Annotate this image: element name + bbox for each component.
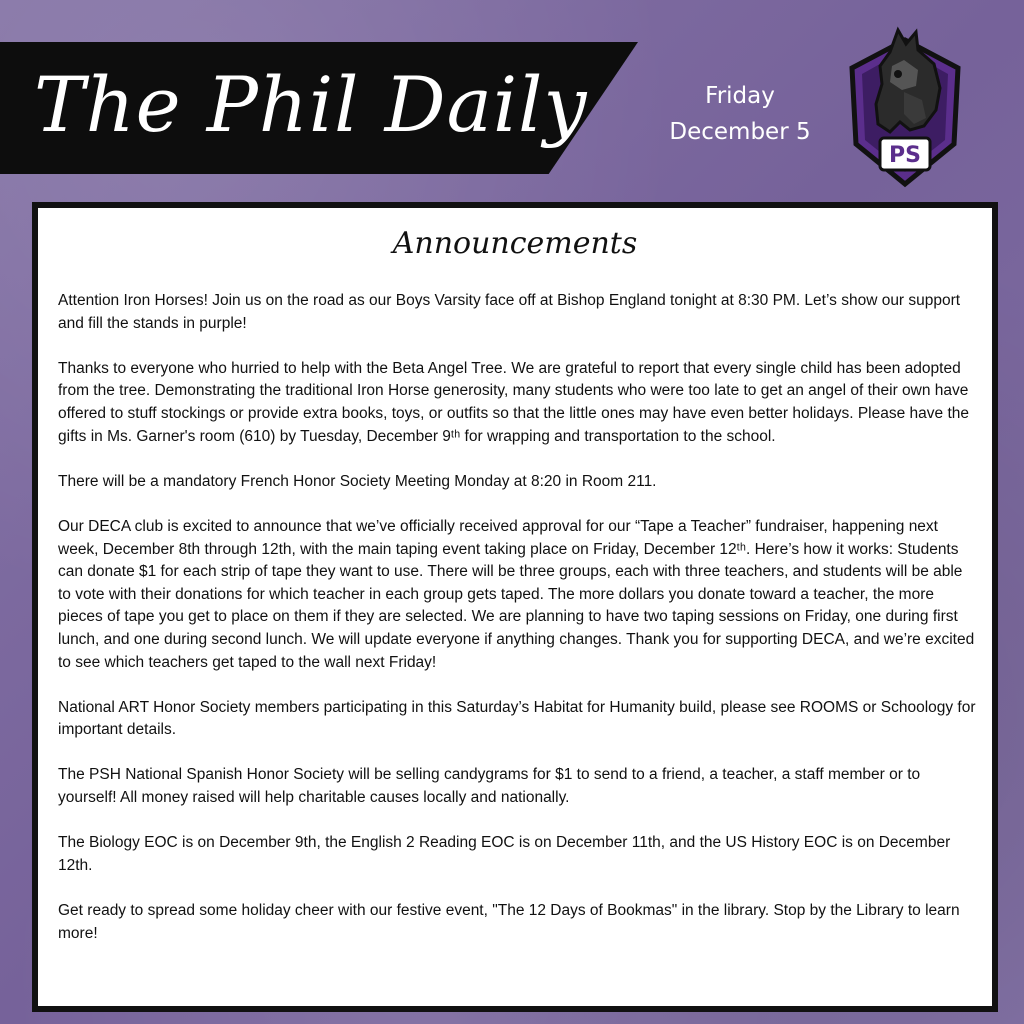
announcements-list: [58, 290, 976, 968]
announcement-paragraph: National ART Honor Society members participating in this Saturday’s Habitat for Humanity build, please see ROOMS or Schoology for important details.: [58, 698, 976, 739]
issue-day: Friday: [705, 83, 775, 109]
logo-letters: PS: [889, 143, 921, 168]
announcement-paragraph: The PSH National Spanish Honor Society will be selling candygrams for $1 to send to a friend, a teacher, a staff member or to yourself! All money raised will help charitable causes locally and nationally.: [58, 766, 921, 807]
announcements-card: [32, 202, 998, 1012]
announcement-paragraph: The Biology EOC is on December 9th, the English 2 Reading EOC is on December 11th, and the US History EOC is on December 12th.: [58, 834, 951, 874]
announcement-paragraph: Get ready to spread some holiday cheer with our festive event, "The 12 Days of Bookmas" in the library. Stop by the Library to learn more!: [58, 902, 960, 942]
announcement-paragraph: There will be a mandatory French Honor Society Meeting Monday at 8:20 in Room 211.: [58, 472, 657, 490]
issue-date: [650, 78, 830, 150]
announcement-paragraph: Our DECA club is excited to announce that we’ve officially received approval for our “Tape a Teacher” fundraiser, happening next week, December 8th through 12th, with the main taping event taking place on Friday, December 12ᵗʰ. Here’s how it works: Students can donate $1 for each strip of tape they want to use. There will be three groups, each with three teachers, and students will be able to vote with their donations for which teacher in each group gets taped. The more dollars you donate toward a teacher, the more pieces of tape you get to place on them if they are selected. We are planning to have two taping sessions on Friday, one during first lunch, and one during second lunch. We will update everyone if anything changes. Thank you for supporting DECA, and we’re excited to see which teachers get taped to the wall next Friday!: [58, 517, 975, 671]
issue-date-text: December 5: [669, 119, 811, 145]
newsletter-title: The Phil Daily: [34, 60, 588, 149]
announcements-title: Announcements: [392, 226, 638, 261]
announcement-paragraph: Thanks to everyone who hurried to help with the Beta Angel Tree. We are grateful to report that every single child has been adopted from the tree. Demonstrating the traditional Iron Horse generosity, many students who were too late to get an angel of their own have offered to stuff stockings or provide extra books, toys, or outfits so that the little ones may have even better holidays. Please have the gifts in Ms. Garner's room (610) by Tuesday, December 9ᵗʰ for wrapping and transportation to the school.: [58, 359, 969, 445]
announcement-paragraph: Attention Iron Horses! Join us on the road as our Boys Varsity face off at Bishop England tonight at 8:30 PM. Let’s show our support and fill the stands in purple!: [58, 292, 961, 332]
iron-horse-logo-icon: [846, 26, 964, 188]
